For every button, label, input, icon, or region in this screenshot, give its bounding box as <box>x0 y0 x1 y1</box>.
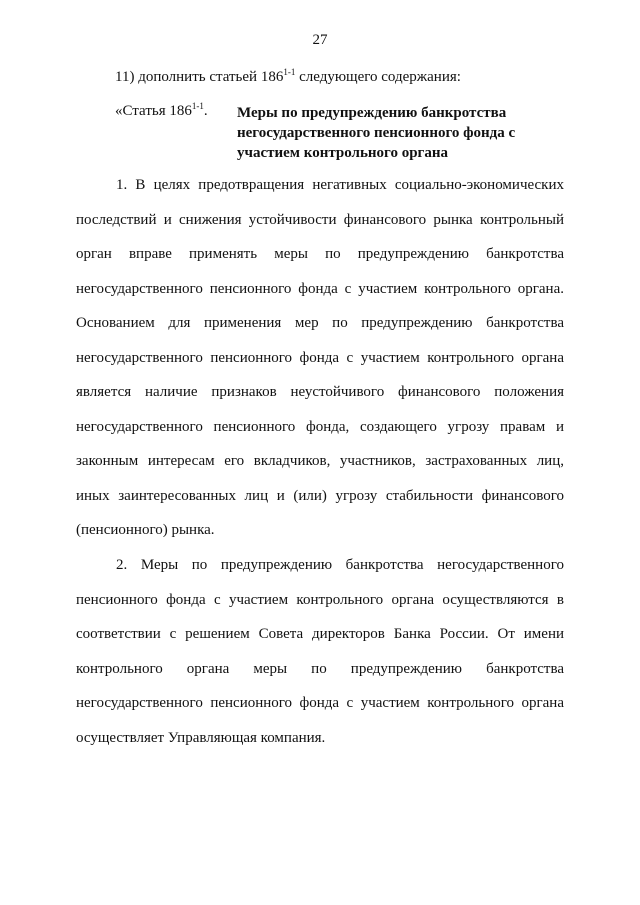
article-title <box>237 103 577 163</box>
article-title-line: негосударственного пенсионного фонда с <box>237 125 516 141</box>
text-line: последствий и снижения устойчивости финансового рынка контрольный <box>76 211 564 228</box>
article-label <box>115 103 208 120</box>
text-line: 2. Меры по предупреждению банкротства негосударственного <box>116 557 564 573</box>
intro-prefix: 11) дополнить статьей 186 <box>115 69 284 85</box>
text-line: контрольного органа меры по предупреждению банкротства <box>76 660 564 677</box>
article-label-superscript: 1-1 <box>191 101 204 111</box>
text-line: осуществляет Управляющая компания. <box>76 729 326 746</box>
text-line: является наличие признаков неустойчивого финансового положения <box>76 384 564 400</box>
article-label-prefix: «Статья 186 <box>115 103 192 119</box>
text-line: Основанием для применения мер по предупреждению банкротства <box>76 315 564 331</box>
text-line: орган вправе применять меры по предупреждению банкротства <box>76 246 564 262</box>
text-line: негосударственного пенсионного фонда с участием контрольного органа <box>76 349 564 366</box>
text-line: законным интересам его вкладчиков, участников, застрахованных лиц, <box>76 453 564 469</box>
text-line: иных заинтересованных лиц и (или) угрозу стабильности финансового <box>76 487 564 504</box>
text-line: соответствии с решением Совета директоров Банка России. От имени <box>76 626 564 642</box>
text-line: (пенсионного) рынка. <box>76 522 215 538</box>
intro-suffix: следующего содержания: <box>295 69 461 85</box>
text-line: негосударственного пенсионного фонда с участием контрольного органа. <box>76 280 564 297</box>
article-title-line: участием контрольного органа <box>237 145 449 161</box>
text-line: 1. В целях предотвращения негативных социально-экономических <box>116 177 564 193</box>
article-label-suffix: . <box>203 103 208 119</box>
article-title-line: Меры по предупреждению банкротства <box>237 105 507 121</box>
page-number: 27 <box>312 32 328 48</box>
amendment-intro <box>115 69 461 86</box>
text-line: негосударственного пенсионного фонда, создающего угрозу правам и <box>76 418 564 435</box>
paragraph-1 <box>76 175 564 555</box>
paragraph-2 <box>76 555 564 762</box>
text-line: пенсионного фонда с участием контрольного органа осуществляются в <box>76 591 564 608</box>
intro-superscript: 1-1 <box>283 67 296 77</box>
text-line: негосударственного пенсионного фонда с участием контрольного органа <box>76 695 564 711</box>
